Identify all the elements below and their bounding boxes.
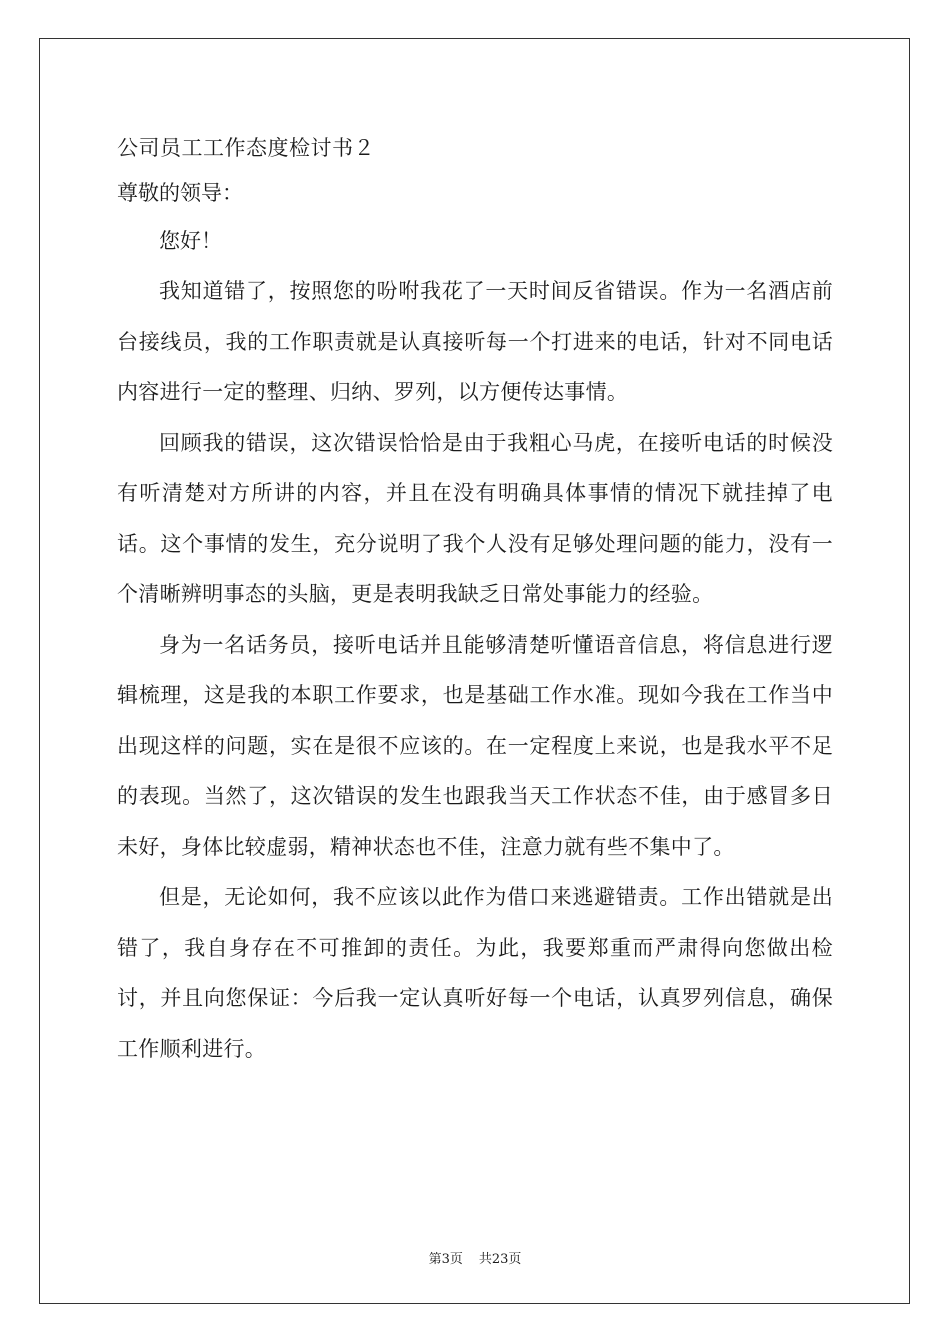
page-number: 第3页: [428, 1252, 463, 1267]
paragraph-2: 回顾我的错误，这次错误恰恰是由于我粗心马虎，在接听电话的时候没有听清楚对方所讲的内容，并且在没有明确具体事情的情况下就挂掉了电话。这个事情的发生，充分说明了我个人没有足够处理问题的能力，没有一个清晰辨明事态的头脑，更是表明我缺乏日常处事能力的经验。: [117, 430, 833, 606]
salutation: 尊敬的领导：: [117, 181, 243, 205]
document-body: [117, 126, 833, 1074]
page-total: 共23页: [478, 1252, 522, 1267]
page-footer: [0, 1248, 950, 1267]
greeting: 您好！: [159, 229, 222, 253]
paragraph-3: 身为一名话务员，接听电话并且能够清楚听懂语音信息，将信息进行逻辑梳理，这是我的本职工作要求，也是基础工作水准。现如今我在工作当中出现这样的问题，实在是很不应该的。在一定程度上来说，也是我水平不足的表现。当然了，这次错误的发生也跟我当天工作状态不佳，由于感冒多日未好，身体比较虚弱，精神状态也不佳，注意力就有些不集中了。: [117, 632, 833, 859]
paragraph-4: 但是，无论如何，我不应该以此作为借口来逃避错责。工作出错就是出错了，我自身存在不可推卸的责任。为此，我要郑重而严肃得向您做出检讨，并且向您保证：今后我一定认真听好每一个电话，认真罗列信息，确保工作顺利进行。: [117, 885, 833, 1061]
document-title: 公司员工工作态度检讨书２: [117, 136, 375, 160]
paragraph-1: 我知道错了，按照您的吩咐我花了一天时间反省错误。作为一名酒店前台接线员，我的工作职责就是认真接听每一个打进来的电话，针对不同电话内容进行一定的整理、归纳、罗列，以方便传达事情。: [117, 279, 833, 404]
